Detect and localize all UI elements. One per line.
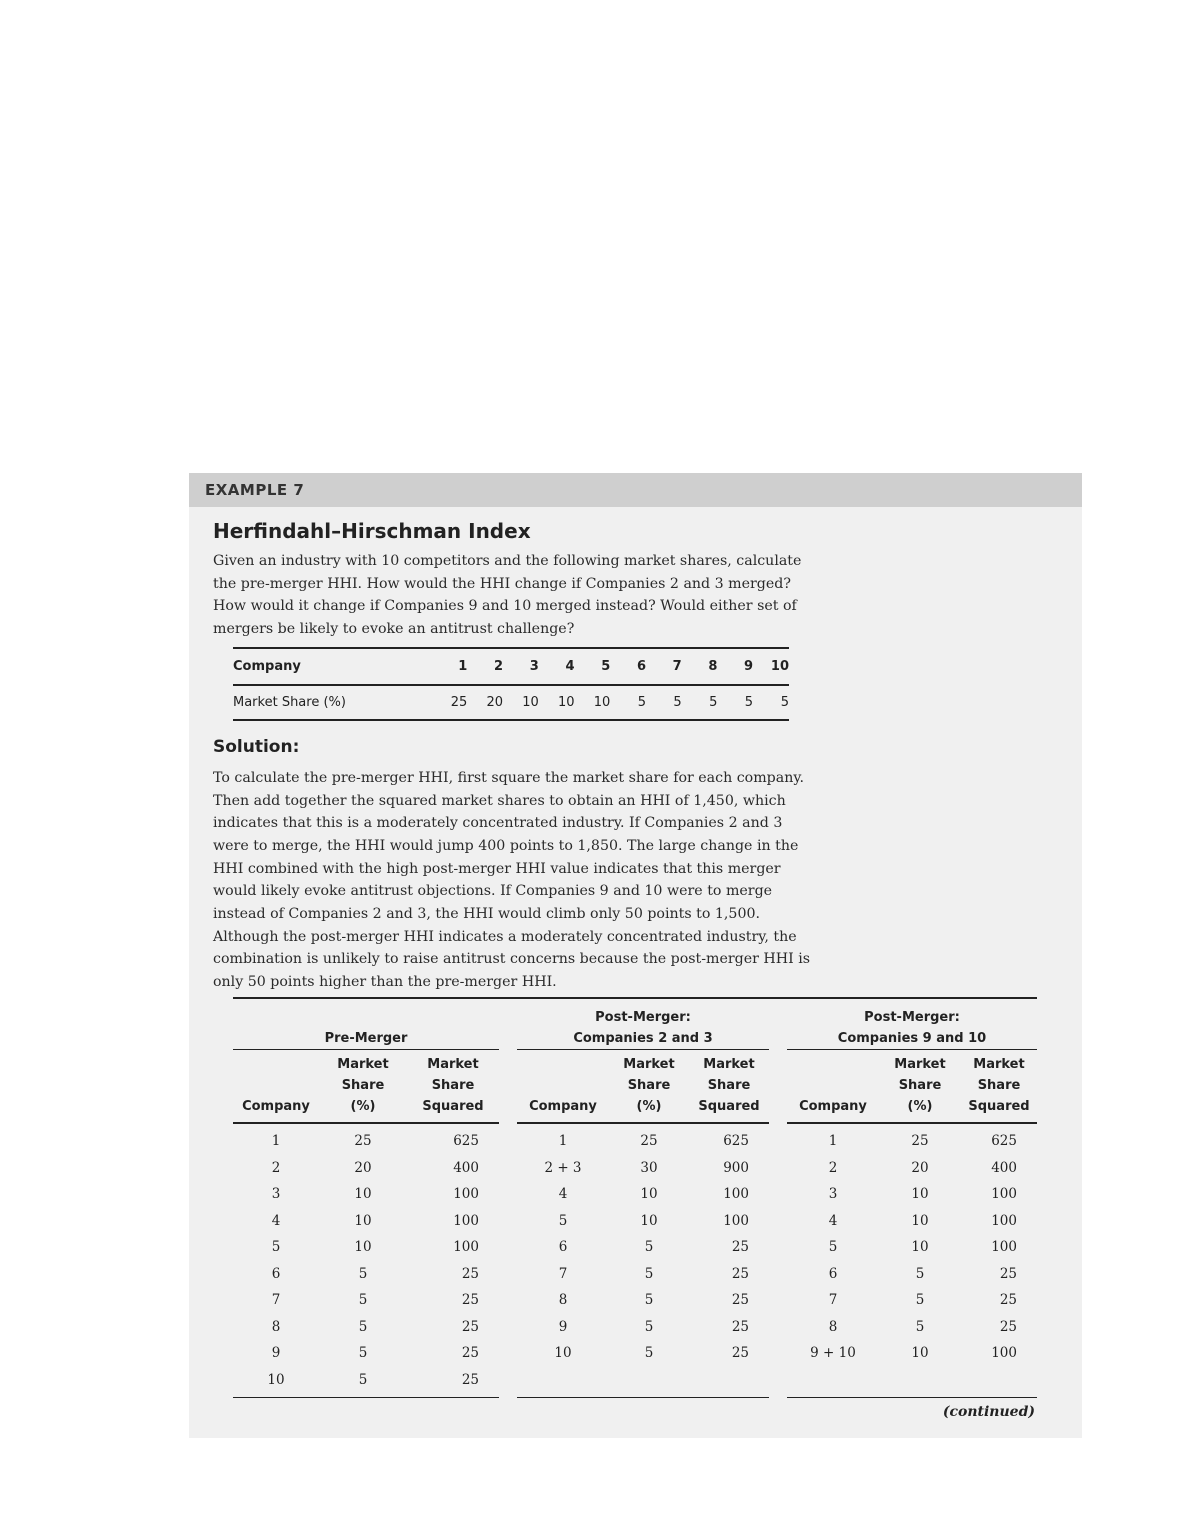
row-gap xyxy=(499,1181,517,1208)
group-bottom-rule xyxy=(517,1393,769,1398)
company-cell: 8 xyxy=(558,1292,568,1309)
subheader-gap xyxy=(499,1050,517,1124)
column-header-line: Share xyxy=(341,1078,385,1093)
share-squared-cell: 100 xyxy=(991,1239,1017,1256)
market-share-cell: 10 xyxy=(354,1239,372,1256)
company-cell: 5 xyxy=(271,1239,281,1256)
company-cell: 2 xyxy=(271,1159,281,1176)
share-squared-cell: 100 xyxy=(453,1186,479,1203)
share-squared-cell: 100 xyxy=(991,1212,1017,1229)
row-gap xyxy=(769,1261,787,1288)
market-share-cell: 5 xyxy=(358,1265,368,1282)
share-squared-cell: 25 xyxy=(731,1239,749,1256)
company-cell: 8 xyxy=(271,1318,281,1335)
share-squared-cell: 25 xyxy=(461,1265,479,1282)
company-cell: 2 + 3 xyxy=(544,1159,582,1176)
share-squared-cell: 100 xyxy=(991,1345,1017,1362)
company-number-cell: 2 xyxy=(467,648,503,685)
share-squared-column-header xyxy=(961,1050,1037,1124)
company-cell: 3 xyxy=(828,1186,838,1203)
share-squared-cell: 25 xyxy=(731,1318,749,1335)
market-share-cell xyxy=(609,1367,689,1394)
company-cell: 6 xyxy=(558,1239,568,1256)
column-header-line: Squared xyxy=(968,1099,1030,1114)
row-gap xyxy=(769,1124,787,1155)
market-share-cell: 10 xyxy=(354,1212,372,1229)
market-share-cell: 5 xyxy=(644,1265,654,1282)
company-cell: 7 xyxy=(558,1265,568,1282)
row-gap xyxy=(769,1208,787,1235)
company-number-cell: 6 xyxy=(610,648,646,685)
share-squared-cell: 25 xyxy=(731,1292,749,1309)
market-share-cell: 10 xyxy=(911,1212,929,1229)
market-share-cell: 10 xyxy=(354,1186,372,1203)
company-cell: 9 xyxy=(558,1318,568,1335)
market-share-cell: 5 xyxy=(644,1292,654,1309)
row-gap xyxy=(769,1181,787,1208)
column-header-line: Share xyxy=(431,1078,475,1093)
market-share-cell xyxy=(879,1367,961,1394)
market-share-cell: 5 xyxy=(717,685,753,720)
market-share-cell: 10 xyxy=(640,1186,658,1203)
share-squared-cell: 25 xyxy=(461,1318,479,1335)
column-header-line: Share xyxy=(898,1078,942,1093)
market-share-cell: 10 xyxy=(911,1186,929,1203)
company-cell: 4 xyxy=(271,1212,281,1229)
company-cell: 1 xyxy=(271,1133,281,1150)
company-cell: 9 xyxy=(271,1345,281,1362)
group-gap xyxy=(769,1007,787,1050)
market-share-column-header xyxy=(609,1050,689,1124)
share-squared-cell: 25 xyxy=(731,1345,749,1362)
market-share-cell: 5 xyxy=(915,1265,925,1282)
market-share-cell: 10 xyxy=(640,1212,658,1229)
row-gap xyxy=(499,1287,517,1314)
row-gap xyxy=(769,1287,787,1314)
company-number-cell: 3 xyxy=(503,648,539,685)
table-row xyxy=(233,1367,1037,1394)
market-share-cell: 20 xyxy=(354,1159,372,1176)
row-gap xyxy=(499,1124,517,1155)
market-share-cell: 10 xyxy=(539,685,575,720)
market-share-cell: 5 xyxy=(610,685,646,720)
share-squared-column-header xyxy=(407,1050,499,1124)
share-squared-cell: 100 xyxy=(453,1239,479,1256)
subheader-gap xyxy=(769,1050,787,1124)
market-share-cell: 10 xyxy=(911,1345,929,1362)
market-share-cell: 10 xyxy=(911,1239,929,1256)
row-gap xyxy=(499,1208,517,1235)
share-squared-cell xyxy=(689,1367,769,1394)
column-header-line: Market xyxy=(623,1057,675,1072)
company-number-cell: 9 xyxy=(717,648,753,685)
group-header-line2: Pre-Merger xyxy=(324,1031,408,1046)
column-header-line: (%) xyxy=(350,1099,376,1114)
merger-table-wrap xyxy=(233,997,1037,1420)
continued-note: (continued) xyxy=(942,1404,1035,1420)
market-share-cell: 5 xyxy=(644,1318,654,1335)
column-header-line: Share xyxy=(977,1078,1021,1093)
column-header-line: (%) xyxy=(636,1099,662,1114)
group-header-line2: Companies 9 and 10 xyxy=(837,1031,987,1046)
company-cell: 1 xyxy=(828,1133,838,1150)
column-header-line: (%) xyxy=(907,1099,933,1114)
example-content xyxy=(213,519,813,994)
column-header-line: Squared xyxy=(422,1099,484,1114)
company-number-cell: 7 xyxy=(646,648,682,685)
company-cell: 9 + 10 xyxy=(810,1345,856,1362)
market-share-cell: 20 xyxy=(467,685,503,720)
group-header xyxy=(233,1007,499,1050)
group-gap xyxy=(499,1007,517,1050)
company-cell: 8 xyxy=(828,1318,838,1335)
market-share-cell: 5 xyxy=(358,1345,368,1362)
row-gap xyxy=(499,1340,517,1367)
row-gap xyxy=(769,1314,787,1341)
market-share-cell: 25 xyxy=(640,1133,658,1150)
share-squared-cell xyxy=(961,1367,1037,1394)
share-squared-cell: 100 xyxy=(723,1212,749,1229)
share-squared-cell: 25 xyxy=(999,1265,1017,1282)
company-column-header: Company xyxy=(517,1050,609,1124)
table-row xyxy=(233,1208,1037,1235)
market-share-cell: 5 xyxy=(644,1345,654,1362)
company-cell: 7 xyxy=(271,1292,281,1309)
market-share-column-header xyxy=(879,1050,961,1124)
market-share-cell: 5 xyxy=(915,1292,925,1309)
company-cell: 1 xyxy=(558,1133,568,1150)
share-squared-cell: 25 xyxy=(731,1265,749,1282)
column-header-line: Market xyxy=(973,1057,1025,1072)
table-row xyxy=(233,1261,1037,1288)
company-cell: 6 xyxy=(271,1265,281,1282)
example-box xyxy=(189,473,1082,1438)
company-cell: 4 xyxy=(558,1186,568,1203)
company-column-header: Company xyxy=(233,1050,319,1124)
market-share-cell: 25 xyxy=(354,1133,372,1150)
row-gap xyxy=(499,1155,517,1182)
market-share-table xyxy=(233,647,789,721)
market-share-cell: 30 xyxy=(640,1159,658,1176)
solution-text: To calculate the pre-merger HHI, first square the market share for each company. Then add together the squared market shares to obtain an HHI of 1,450, which indicates that this is a moderately concentrated industry. If Companies 2 and 3 were to merge, the HHI would jump 400 points to 1,850. The large change in the HHI combined with the high post-merger HHI value indicates that this merger would likely evoke antitrust objections. If Companies 9 and 10 were to merge instead of Companies 2 and 3, the HHI would climb only 50 points to 1,500. Although the post-merger HHI indicates a moderately concentrated industry, the combination is unlikely to raise antitrust concerns because the post-merger HHI is only 50 points higher than the pre-merger HHI. xyxy=(213,769,811,991)
market-share-cell: 5 xyxy=(682,685,718,720)
company-number-cell: 4 xyxy=(539,648,575,685)
company-number-cell: 5 xyxy=(575,648,611,685)
share-squared-cell: 100 xyxy=(453,1212,479,1229)
share-squared-column-header xyxy=(689,1050,769,1124)
merger-table xyxy=(233,997,1037,1398)
company-cell: 4 xyxy=(828,1212,838,1229)
share-squared-cell: 625 xyxy=(723,1133,749,1150)
share-squared-cell: 100 xyxy=(991,1186,1017,1203)
company-number-cell: 10 xyxy=(753,648,789,685)
row-gap xyxy=(499,1314,517,1341)
row-gap xyxy=(769,1234,787,1261)
example-label: EXAMPLE 7 xyxy=(189,473,1082,507)
market-share-cell: 10 xyxy=(503,685,539,720)
table-row xyxy=(233,1340,1037,1367)
company-cell: 2 xyxy=(828,1159,838,1176)
share-squared-cell: 25 xyxy=(461,1371,479,1388)
share-squared-cell: 25 xyxy=(461,1345,479,1362)
table-row xyxy=(233,1314,1037,1341)
share-squared-cell: 100 xyxy=(723,1186,749,1203)
market-share-cell: 5 xyxy=(915,1318,925,1335)
company-number-cell: 1 xyxy=(432,648,468,685)
column-header-line: Market xyxy=(427,1057,479,1072)
market-share-cell: 5 xyxy=(358,1318,368,1335)
example-title: Herfindahl–Hirschman Index xyxy=(213,519,531,543)
company-cell: 6 xyxy=(828,1265,838,1282)
market-share-cell: 5 xyxy=(644,1239,654,1256)
row-gap xyxy=(769,1155,787,1182)
table-row xyxy=(233,1155,1037,1182)
share-squared-cell: 25 xyxy=(999,1318,1017,1335)
market-share-cell: 5 xyxy=(753,685,789,720)
company-cell: 5 xyxy=(828,1239,838,1256)
group-header-line1: Post-Merger: xyxy=(595,1010,691,1025)
column-header-line: Market xyxy=(894,1057,946,1072)
column-header-line: Market xyxy=(703,1057,755,1072)
column-header-line: Market xyxy=(337,1057,389,1072)
table-row xyxy=(233,1287,1037,1314)
market-share-cell: 20 xyxy=(911,1159,929,1176)
group-header-line1: Post-Merger: xyxy=(864,1010,960,1025)
market-share-cell: 10 xyxy=(575,685,611,720)
company-cell: 5 xyxy=(558,1212,568,1229)
market-share-cell: 5 xyxy=(358,1371,368,1388)
company-header: Company xyxy=(233,648,432,685)
market-share-cell: 5 xyxy=(358,1292,368,1309)
share-squared-cell: 625 xyxy=(991,1133,1017,1150)
company-cell xyxy=(517,1367,609,1394)
group-header-line2: Companies 2 and 3 xyxy=(573,1031,713,1046)
company-column-header: Company xyxy=(787,1050,879,1124)
market-share-header: Market Share (%) xyxy=(233,685,432,720)
share-squared-cell: 400 xyxy=(453,1159,479,1176)
column-header-line: Share xyxy=(627,1078,671,1093)
market-share-cell: 25 xyxy=(432,685,468,720)
row-gap xyxy=(499,1234,517,1261)
share-squared-cell: 625 xyxy=(453,1133,479,1150)
company-number-cell: 8 xyxy=(682,648,718,685)
column-header-line: Share xyxy=(707,1078,751,1093)
group-header xyxy=(517,1007,769,1050)
group-header xyxy=(787,1007,1037,1050)
question-text: Given an industry with 10 competitors and the following market shares, calculate the pre-merger HHI. How would the HHI change if Companies 2 and 3 merged? How would it change if Companies 9 and 10 merged instead? Would either set of mergers be likely to evoke an antitrust challenge? xyxy=(213,553,802,638)
market-share-column-header xyxy=(319,1050,407,1124)
market-share-cell: 5 xyxy=(646,685,682,720)
share-squared-cell: 25 xyxy=(999,1292,1017,1309)
market-share-cell: 25 xyxy=(911,1133,929,1150)
solution-title: Solution: xyxy=(213,736,300,757)
row-gap xyxy=(499,1261,517,1288)
group-bottom-rule xyxy=(787,1393,1037,1398)
company-cell: 3 xyxy=(271,1186,281,1203)
row-gap xyxy=(499,1367,517,1394)
row-gap xyxy=(769,1367,787,1394)
row-gap xyxy=(769,1340,787,1367)
column-header-line: Squared xyxy=(698,1099,760,1114)
company-cell: 10 xyxy=(267,1371,285,1388)
company-cell xyxy=(787,1367,879,1394)
table-row xyxy=(233,1181,1037,1208)
company-cell: 10 xyxy=(554,1345,572,1362)
table-row xyxy=(233,1124,1037,1155)
group-bottom-rule xyxy=(233,1393,499,1398)
table-row xyxy=(233,1234,1037,1261)
share-squared-cell: 25 xyxy=(461,1292,479,1309)
share-squared-cell: 900 xyxy=(723,1159,749,1176)
share-squared-cell: 400 xyxy=(991,1159,1017,1176)
company-cell: 7 xyxy=(828,1292,838,1309)
